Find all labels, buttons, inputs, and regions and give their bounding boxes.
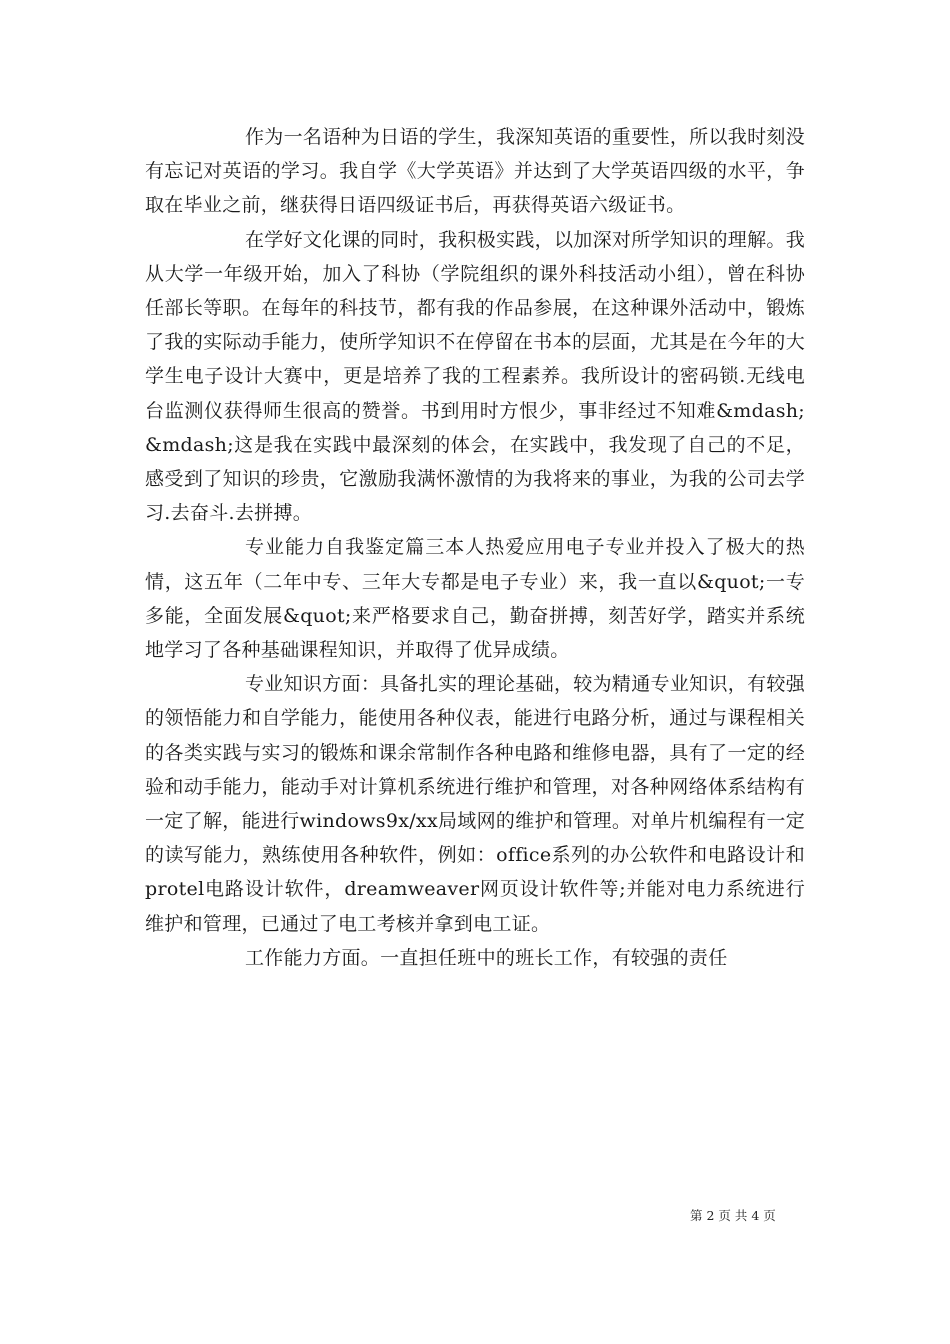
paragraph-professional-ability: 专业能力自我鉴定篇三本人热爱应用电子专业并投入了极大的热情，这五年（二年中专、三年大专都是电子专业）来，我一直以&quot;一专多能，全面发展&quot;来严格要求自己，勤奋拼搏，刻苦好学，踏实并系统地学习了各种基础课程知识，并取得了优异成绩。 [145,536,805,662]
paragraph-practice: 在学好文化课的同时，我积极实践，以加深对所学知识的理解。我从大学一年级开始，加入了科协（学院组织的课外科技活动小组），曾在科协任部长等职。在每年的科技节，都有我的作品参展，在这种课外活动中，锻炼了我的实际动手能力，使所学知识不在停留在书本的层面，尤其是在今年的大学生电子设计大赛中，更是培养了我的工程素养。我所设计的密码锁.无线电台监测仪获得师生很高的赞誉。书到用时方恨少，事非经过不知难&mdash;&mdash;这是我在实践中最深刻的体会，在实践中，我发现了自己的不足，感受到了知识的珍贵，它激励我满怀激情的为我将来的事业，为我的公司去学习.去奋斗.去拼搏。 [145,228,805,525]
page-number: 第 2 页 共 4 页 [690,1208,776,1223]
paragraph-professional-knowledge: 专业知识方面：具备扎实的理论基础，较为精通专业知识，有较强的领悟能力和自学能力，能使用各种仪表，能进行电路分析，通过与课程相关的各类实践与实习的锻炼和课余常制作各种电路和维修电器，具有了一定的经验和动手能力，能动手对计算机系统进行维护和管理，对各种网络体系结构有一定了解，能进行windows9x/xx局域网的维护和管理。对单片机编程有一定的读写能力，熟练使用各种软件，例如：office系列的办公软件和电路设计和protel电路设计软件，dreamweaver网页设计软件等;并能对电力系统进行维护和管理，已通过了电工考核并拿到电工证。 [145,673,805,935]
document-body [145,120,805,975]
paragraph-work-ability: 工作能力方面。一直担任班中的班长工作，有较强的责任 [245,946,728,969]
paragraph-english-study: 作为一名语种为日语的学生，我深知英语的重要性，所以我时刻没有忘记对英语的学习。我自学《大学英语》并达到了大学英语四级的水平，争取在毕业之前，继获得日语四级证书后，再获得英语六级证书。 [145,126,805,217]
